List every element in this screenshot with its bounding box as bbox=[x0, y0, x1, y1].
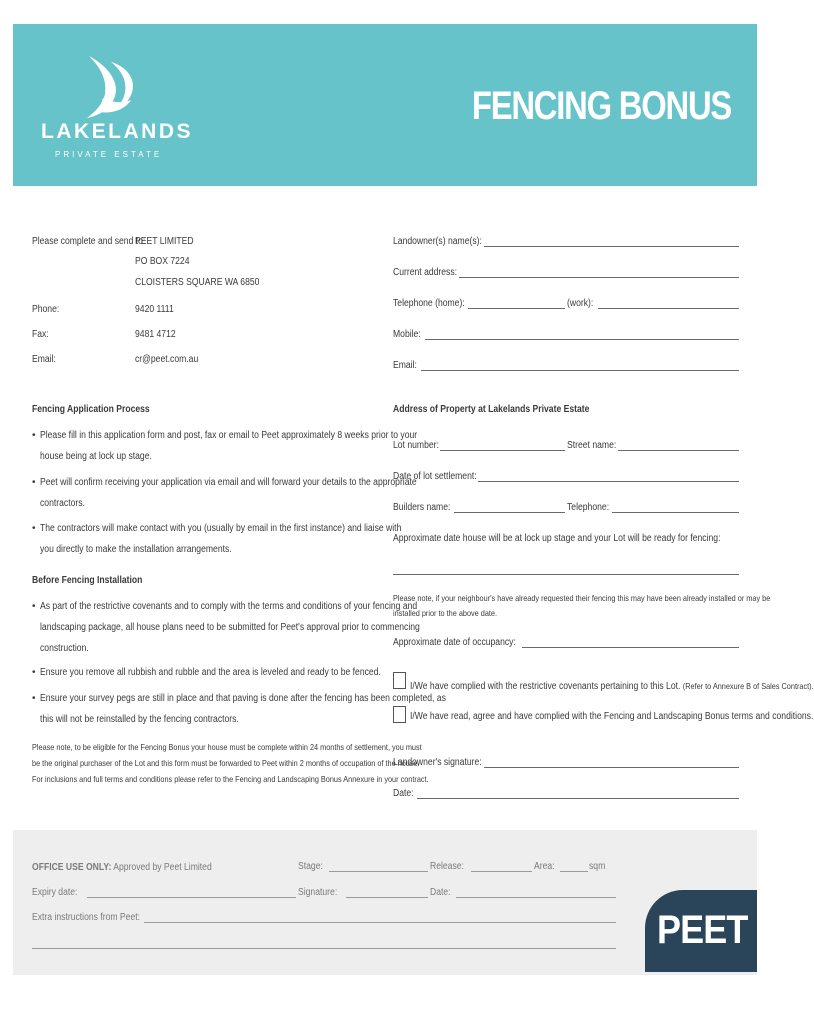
email-label: Email: bbox=[32, 354, 56, 365]
email-value[interactable]: cr@peet.com.au bbox=[135, 354, 199, 365]
settlement-date-field[interactable]: Date of lot settlement: bbox=[393, 471, 739, 482]
lakelands-logo bbox=[41, 54, 193, 184]
note-line-3: For inclusions and full terms and conditions please refer to the Fencing and Landscaping Bonus Annexure in your contract. bbox=[32, 774, 429, 784]
terms-label: I/We have read, agree and have complied with the Fencing and Landscaping Bonus terms and conditions. bbox=[410, 711, 814, 722]
send-to-label: Please complete and send to: bbox=[32, 236, 146, 247]
builders-name-field[interactable]: Builders name: bbox=[393, 502, 565, 513]
builder-telephone-field[interactable]: Telephone: bbox=[567, 502, 739, 513]
telephone-home-field[interactable]: Telephone (home): bbox=[393, 298, 565, 309]
release-field[interactable]: Release: bbox=[430, 861, 532, 872]
extra-instructions-field[interactable]: Extra instructions from Peet: bbox=[32, 912, 616, 923]
property-heading: Address of Property at Lakelands Private Estate bbox=[393, 404, 590, 415]
office-title: OFFICE USE ONLY: Approved by Peet Limited bbox=[32, 862, 212, 873]
address-line-2: PO BOX 7224 bbox=[135, 256, 190, 267]
note-line-2: be the original purchaser of the Lot and this form must be forwarded to Peet within 2 months of occupation of the house. bbox=[32, 758, 420, 768]
area-field[interactable]: Area: sqm bbox=[534, 861, 606, 872]
telephone-work-field[interactable]: (work): bbox=[567, 298, 739, 309]
mobile-field[interactable]: Mobile: bbox=[393, 329, 739, 340]
street-name-field[interactable]: Street name: bbox=[567, 440, 739, 451]
neighbour-note-2: installed prior to the above date. bbox=[393, 608, 498, 618]
page-title: FENCING BONUS bbox=[471, 84, 731, 128]
phone-label: Phone: bbox=[32, 304, 60, 315]
peet-wordmark: PEET bbox=[657, 908, 748, 952]
current-address-field[interactable]: Current address: bbox=[393, 267, 739, 278]
terms-checkbox[interactable] bbox=[393, 706, 406, 723]
signature-date-field[interactable]: Date: bbox=[393, 788, 739, 799]
address-line-1: PEET LIMITED bbox=[135, 236, 194, 247]
fax-value: 9481 4712 bbox=[135, 329, 176, 340]
header-banner bbox=[13, 24, 757, 186]
stage-field[interactable]: Stage: bbox=[298, 861, 428, 872]
occupancy-date-field[interactable]: Approximate date of occupancy: bbox=[393, 637, 739, 648]
bird-icon bbox=[81, 54, 137, 122]
peet-logo bbox=[645, 890, 757, 972]
neighbour-note-1: Please note, if your neighbour's have already requested their fencing this may have been already installed or may be bbox=[393, 593, 771, 603]
brand-subtitle: PRIVATE ESTATE bbox=[55, 150, 163, 159]
landowner-signature-field[interactable]: Landowner's signature: bbox=[393, 757, 739, 768]
landowner-email-field[interactable]: Email: bbox=[393, 360, 739, 371]
expiry-date-field[interactable]: Expiry date: bbox=[32, 887, 296, 898]
address-line-3: CLOISTERS SQUARE WA 6850 bbox=[135, 277, 260, 288]
landowner-names-field[interactable]: Landowner(s) name(s): bbox=[393, 236, 739, 247]
brand-name: LAKELANDS bbox=[41, 120, 193, 143]
lockup-date-label: Approximate date house will be at lock up stage and your Lot will be ready for fencing: bbox=[393, 533, 721, 544]
phone-value: 9420 1111 bbox=[135, 304, 174, 315]
lot-number-field[interactable]: Lot number: bbox=[393, 440, 565, 451]
fax-label: Fax: bbox=[32, 329, 49, 340]
covenants-checkbox[interactable] bbox=[393, 672, 406, 689]
note-line-1: Please note, to be eligible for the Fencing Bonus your house must be complete within 24 months of settlement, you must bbox=[32, 742, 422, 752]
covenants-label: I/We have complied with the restrictive covenants pertaining to this Lot. (Refer to Annexure B of Sales Contract). bbox=[410, 681, 814, 692]
process-heading: Fencing Application Process bbox=[32, 404, 150, 415]
office-date-field[interactable]: Date: bbox=[430, 887, 616, 898]
office-signature-field[interactable]: Signature: bbox=[298, 887, 428, 898]
lockup-date-input[interactable] bbox=[393, 574, 739, 575]
extra-instructions-line-2[interactable] bbox=[32, 948, 616, 949]
before-heading: Before Fencing Installation bbox=[32, 575, 143, 586]
